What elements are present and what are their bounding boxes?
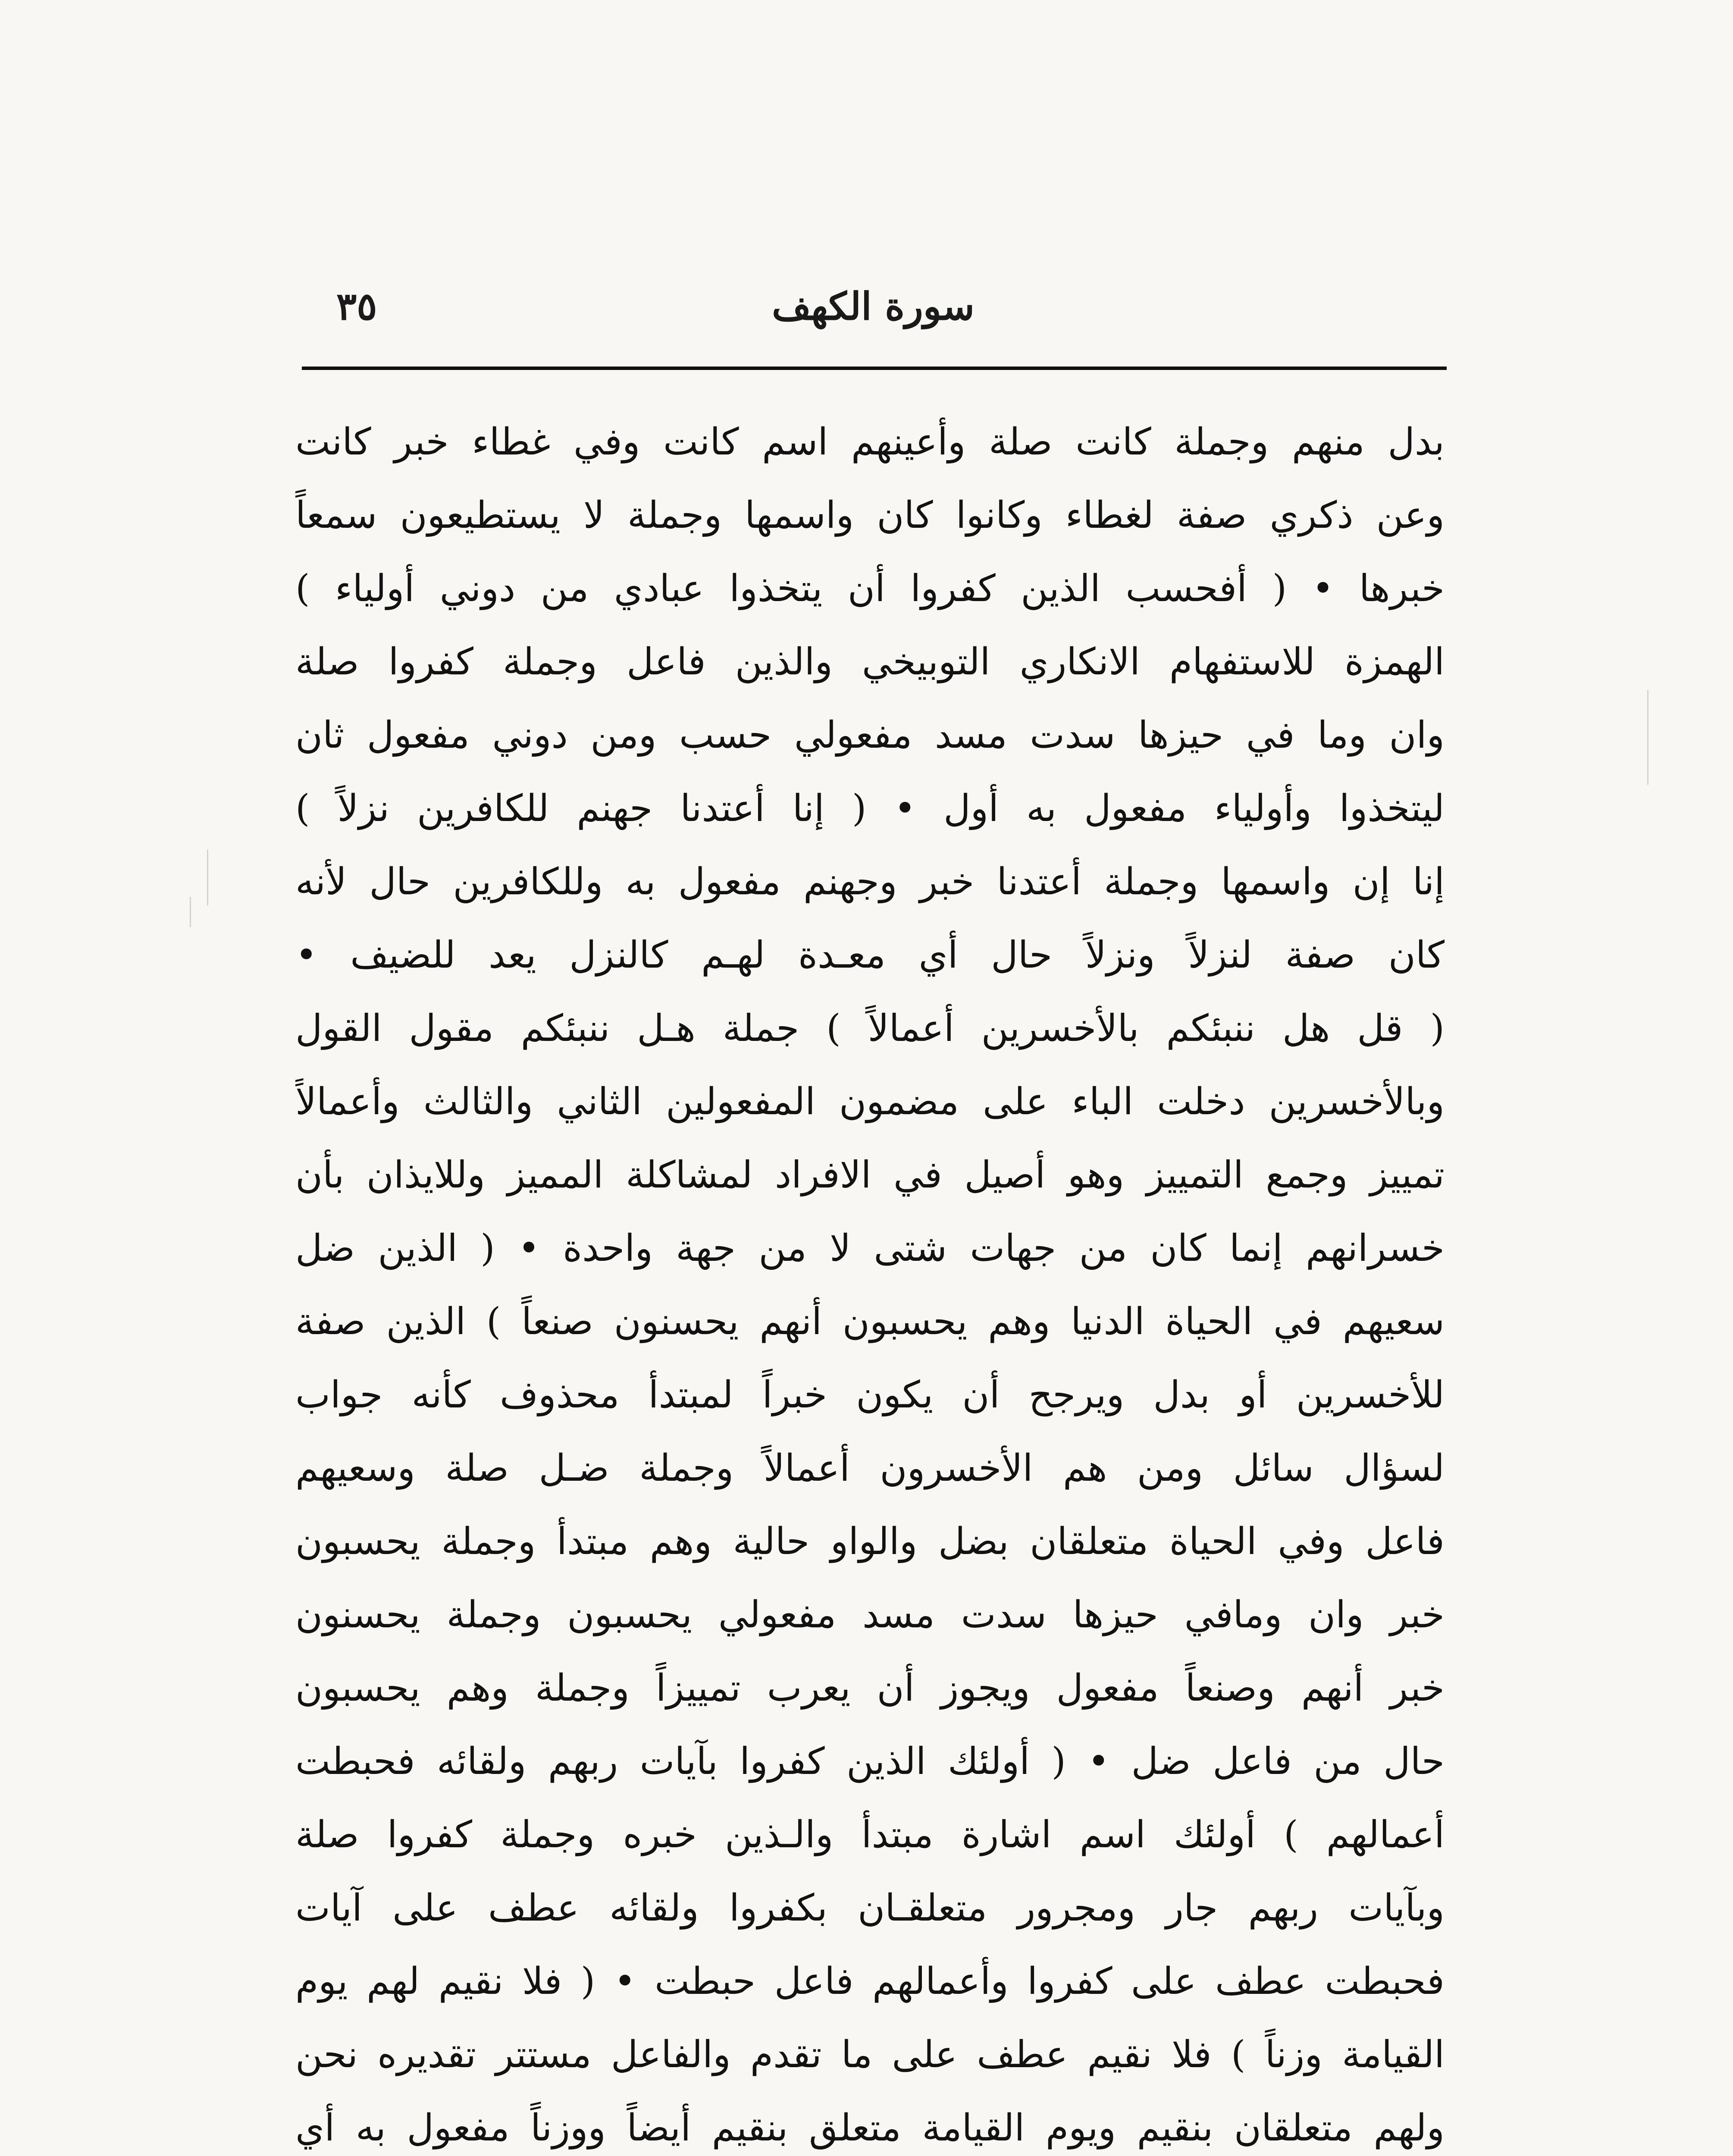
header-rule (302, 367, 1447, 370)
text-line: ولهم متعلقان بنقيم ويوم القيامة متعلق بنقيم أيضاً ووزناً مفعول به أي (295, 2106, 1445, 2150)
page-body (295, 405, 1445, 2156)
text-line: وبآيات ربهم جار ومجرور متعلقـان بكفروا ولقائه عطف على آيات (295, 1887, 1445, 1930)
text-line: ليتخذوا وأولياء مفعول به أول • ( إنا أعتدنا جهنم للكافرين نزلاً ) (295, 787, 1445, 830)
text-line: بدل منهم وجملة كانت صلة وأعينهم اسم كانت وفي غطاء خبر كانت (295, 420, 1445, 464)
margin-scan-mark (207, 849, 208, 906)
text-line: وبالأخسرين دخلت الباء على مضمون المفعولين الثاني والثالث وأعمالاً (295, 1080, 1445, 1123)
text-line: سعيهم في الحياة الدنيا وهم يحسبون أنهم يحسنون صنعاً ) الذين صفة (295, 1300, 1445, 1343)
text-line: ( قل هل ننبئكم بالأخسرين أعمالاً ) جملة هـل ننبئكم مقول القول (295, 1007, 1445, 1050)
text-line: فاعل وفي الحياة متعلقان بضل والواو حالية وهم مبتدأ وجملة يحسبون (295, 1520, 1445, 1563)
text-line: وان وما في حيزها سدت مسد مفعولي حسب ومن دوني مفعول ثان (295, 714, 1445, 757)
surah-title: سورة الكهف (772, 284, 975, 329)
text-line: وعن ذكري صفة لغطاء وكانوا كان واسمها وجملة لا يستطيعون سمعاً (295, 494, 1445, 537)
text-line: حال من فاعل ضل • ( أولئك الذين كفروا بآيات ربهم ولقائه فحبطت (295, 1740, 1445, 1783)
page-header (298, 280, 1449, 341)
text-line: كان صفة لنزلاً ونزلاً حال أي معـدة لهـم كالنزل يعد للضيف • (295, 934, 1445, 977)
page-number: ٣٥ (336, 284, 377, 329)
text-line: لسؤال سائل ومن هم الأخسرون أعمالاً وجملة ضـل صلة وسعيهم (295, 1447, 1445, 1490)
text-line: خبر أنهم وصنعاً مفعول ويجوز أن يعرب تمييزاً وجملة وهم يحسبون (295, 1667, 1445, 1710)
text-line: الهمزة للاستفهام الانكاري التوبيخي والذين فاعل وجملة كفروا صلة (295, 640, 1445, 683)
margin-scan-mark (1647, 690, 1648, 785)
text-line: إنا إن واسمها وجملة أعتدنا خبر وجهنم مفعول به وللكافرين حال لأنه (295, 860, 1445, 903)
text-line: أعمالهم ) أولئك اسم اشارة مبتدأ والـذين خبره وجملة كفروا صلة (295, 1813, 1445, 1856)
text-line: للأخسرين أو بدل ويرجح أن يكون خبراً لمبتدأ محذوف كأنه جواب (295, 1373, 1445, 1416)
margin-scan-mark (190, 897, 191, 927)
text-line: فحبطت عطف على كفروا وأعمالهم فاعل حبطت • ( فلا نقيم لهم يوم (295, 1960, 1445, 2003)
text-line: خسرانهم إنما كان من جهات شتى لا من جهة واحدة • ( الذين ضل (295, 1227, 1445, 1270)
text-line: تمييز وجمع التمييز وهو أصيل في الافراد لمشاكلة المميز وللايذان بأن (295, 1153, 1445, 1197)
text-line: خبر وان ومافي حيزها سدت مسد مفعولي يحسبون وجملة يحسنون (295, 1593, 1445, 1636)
text-line: القيامة وزناً ) فلا نقيم عطف على ما تقدم والفاعل مستتر تقديره نحن (295, 2033, 1445, 2076)
text-line: خبرها • ( أفحسب الذين كفروا أن يتخذوا عبادي من دوني أولياء ) (295, 567, 1445, 610)
